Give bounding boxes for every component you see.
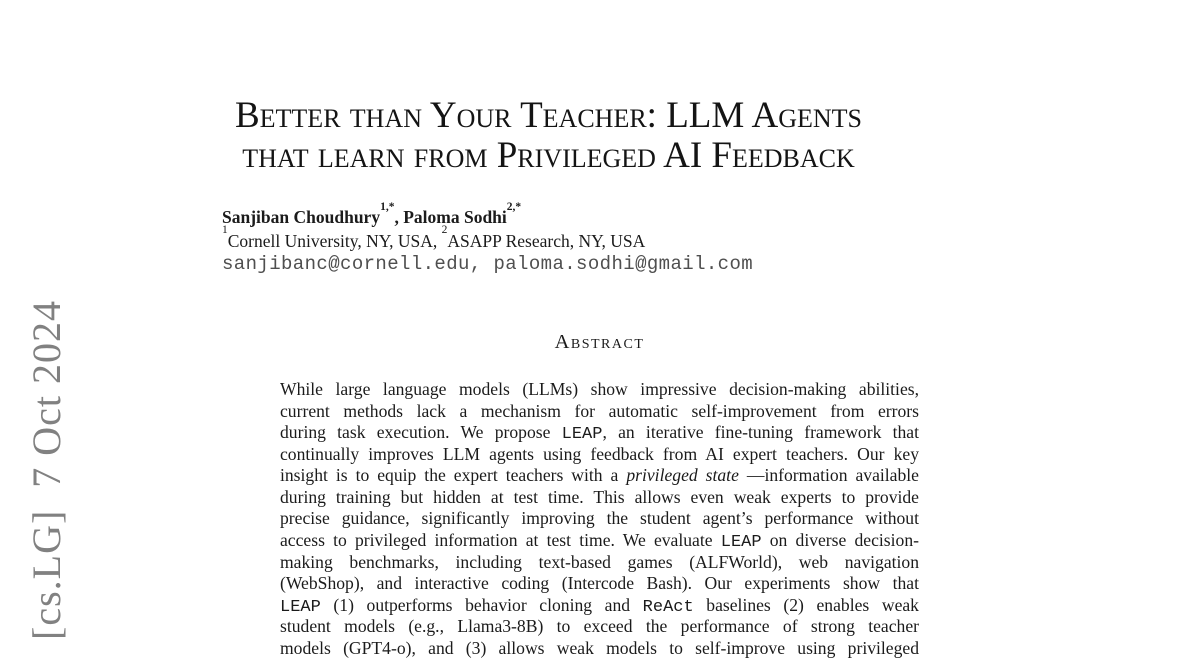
author-1-name: Sanjiban Choudhury	[222, 207, 381, 227]
abstract-text: models (GPT4-o), and (3) allows weak models to self-improve using privileged	[280, 637, 919, 658]
abstract-line	[280, 552, 919, 574]
abstract-text: —information available	[738, 465, 919, 486]
author-separator: ,	[394, 207, 404, 227]
monospace-term: LEAP	[720, 533, 762, 552]
abstract-line	[280, 573, 919, 595]
author-emails: sanjibanc@cornell.edu, paloma.sodhi@gmail.com	[222, 253, 754, 275]
abstract-heading: Abstract	[554, 331, 645, 353]
affiliation-1-superscript: 1	[222, 224, 228, 237]
paper-title	[0, 96, 1097, 176]
abstract-text: student models (e.g., Llama3-8B) to exceed the performance of strong teacher	[280, 616, 919, 637]
abstract-line	[280, 465, 919, 487]
abstract-text: (1) outperforms behavior cloning and	[320, 594, 643, 615]
abstract-line	[280, 616, 919, 638]
monospace-term: LEAP	[561, 425, 603, 444]
abstract-text: insight is to equip the expert teachers with a	[280, 465, 627, 486]
abstract-text: precise guidance, significantly improving the student agent’s performance without	[280, 508, 919, 529]
abstract-line	[280, 444, 919, 466]
title-line-2: that learn from Privileged AI Feedback	[242, 135, 855, 176]
title-line-1: Better than Your Teacher: LLM Agents	[234, 95, 863, 136]
author-names	[222, 200, 753, 230]
abstract-line	[280, 638, 919, 660]
affiliation-line	[222, 224, 753, 254]
italic-term: privileged state	[626, 465, 739, 486]
arxiv-stamp: [cs.LG] 7 Oct 2024	[24, 299, 69, 640]
author-block	[222, 200, 754, 277]
abstract-line	[280, 379, 919, 401]
abstract-text: baselines (2) enables weak	[693, 594, 919, 615]
affiliation-2-superscript: 2	[441, 224, 448, 237]
affiliation-1-text: Cornell University, NY, USA,	[227, 230, 442, 251]
abstract-text: making benchmarks, including text-based games (ALFWorld), web navigation	[280, 551, 919, 572]
abstract-text: during training but hidden at test time. This allows even weak experts to provide	[280, 486, 919, 507]
abstract-line	[280, 487, 919, 509]
abstract-line	[280, 401, 919, 423]
author-2-superscript: 2,*	[506, 200, 522, 213]
monospace-term: ReAct	[642, 597, 694, 617]
abstract-line	[280, 422, 919, 444]
author-2-name: Paloma Sodhi	[403, 207, 507, 227]
abstract-text: continually improves LLM agents using feedback from AI expert teachers. Our key	[280, 443, 919, 464]
abstract-body	[280, 379, 919, 660]
abstract-text: during task execution. We propose	[280, 422, 562, 443]
abstract-text: (WebShop), and interactive coding (Intercode Bash). Our experiments show that	[280, 573, 919, 594]
abstract-text: access to privileged information at test time. We evaluate	[280, 530, 721, 551]
affiliation-2-text: ASAPP Research, NY, USA	[447, 230, 646, 251]
abstract-text: , an iterative fine-tuning framework that	[602, 422, 919, 443]
abstract-line	[280, 530, 919, 552]
abstract-text: While large language models (LLMs) show impressive decision-making abilities,	[280, 379, 919, 399]
abstract-line	[280, 595, 919, 617]
monospace-term: LEAP	[280, 597, 321, 617]
author-1-superscript: 1,*	[380, 200, 395, 213]
abstract-text: on diverse decision-	[761, 530, 919, 551]
abstract-text: current methods lack a mechanism for automatic self-improvement from errors	[280, 400, 919, 421]
abstract-line	[280, 508, 919, 530]
